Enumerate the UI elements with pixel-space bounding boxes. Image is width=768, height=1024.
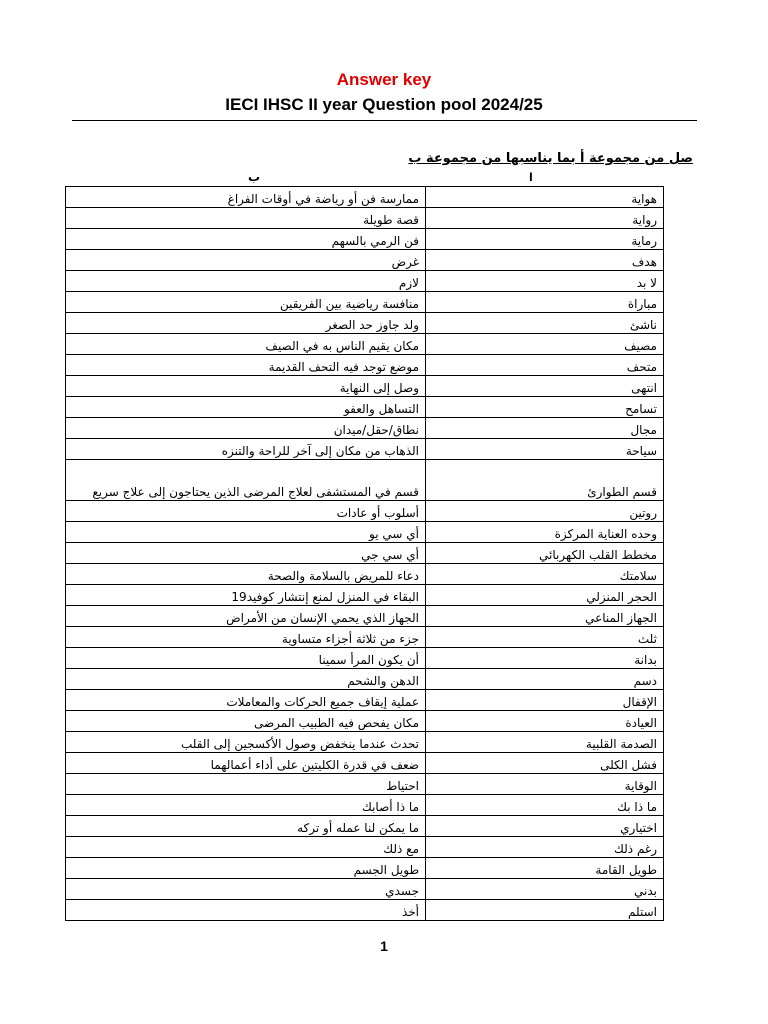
word-cell: لا بد: [426, 271, 664, 292]
definition-cell: موضع توجد فيه التحف القديمة: [66, 355, 426, 376]
table-row: [66, 418, 664, 439]
word-cell: دسم: [426, 669, 664, 690]
word-cell: سياحة: [426, 439, 664, 460]
word-cell: هدف: [426, 250, 664, 271]
table-row: [66, 564, 664, 585]
word-cell: فشل الكلى: [426, 753, 664, 774]
table-row: [66, 501, 664, 522]
definition-cell: احتياط: [66, 774, 426, 795]
word-cell: مخطط القلب الكهربائي: [426, 543, 664, 564]
definition-cell: مكان يقيم الناس به في الصيف: [66, 334, 426, 355]
table-row: [66, 229, 664, 250]
word-cell: مجال: [426, 418, 664, 439]
table-row: [66, 627, 664, 648]
definition-cell: أخذ: [66, 900, 426, 921]
header-divider: [72, 120, 697, 121]
definition-cell: أن يكون المرأ سمينا: [66, 648, 426, 669]
word-cell: الجهاز المناعي: [426, 606, 664, 627]
table-row: [66, 900, 664, 921]
table-row: [66, 313, 664, 334]
table-row: [66, 774, 664, 795]
answer-key-title: Answer key: [336, 70, 432, 89]
definition-cell: منافسة رياضية بين الفريقين: [66, 292, 426, 313]
word-cell: العيادة: [426, 711, 664, 732]
word-cell: اختياري: [426, 816, 664, 837]
table-row: [66, 543, 664, 564]
word-cell: مصيف: [426, 334, 664, 355]
column-a-label: ا: [529, 171, 533, 184]
table-row: [66, 522, 664, 543]
table-row: [66, 355, 664, 376]
table-row: [66, 208, 664, 229]
definition-cell: جسدي: [66, 879, 426, 900]
word-cell: مباراة: [426, 292, 664, 313]
word-cell: تسامح: [426, 397, 664, 418]
table-row: [66, 648, 664, 669]
word-cell: بدني: [426, 879, 664, 900]
definition-cell: الذهاب من مكان إلى آخر للراحة والتنزه: [66, 439, 426, 460]
word-cell: الصدمة القلبية: [426, 732, 664, 753]
table-row: [66, 753, 664, 774]
definition-cell: دعاء للمريض بالسلامة والصحة: [66, 564, 426, 585]
word-cell: الحجر المنزلي: [426, 585, 664, 606]
definition-cell: التساهل والعفو: [66, 397, 426, 418]
table-row: [66, 858, 664, 879]
word-cell: ثلث: [426, 627, 664, 648]
table-row: [66, 334, 664, 355]
word-cell: الوقاية: [426, 774, 664, 795]
definition-cell: مع ذلك: [66, 837, 426, 858]
table-row: [66, 376, 664, 397]
definition-cell: عملية إيقاف جميع الحركات والمعاملات: [66, 690, 426, 711]
table-row: [66, 271, 664, 292]
table-row: [66, 397, 664, 418]
definition-cell: الدهن والشحم: [66, 669, 426, 690]
definition-cell: وصل إلى النهاية: [66, 376, 426, 397]
word-cell: هواية: [426, 187, 664, 208]
definition-cell: طويل الجسم: [66, 858, 426, 879]
definition-cell: نطاق/حقل/ميدان: [66, 418, 426, 439]
word-cell: رواية: [426, 208, 664, 229]
definition-cell: البقاء في المنزل لمنع إنتشار كوفيد19: [66, 585, 426, 606]
word-cell: روتين: [426, 501, 664, 522]
table-row: [66, 606, 664, 627]
table-row: [66, 711, 664, 732]
definition-cell: ما ذا أصابك: [66, 795, 426, 816]
table-row: [66, 879, 664, 900]
word-cell: متحف: [426, 355, 664, 376]
definition-cell: مكان يفحص فيه الطبيب المرضى: [66, 711, 426, 732]
column-b-label: ب: [248, 170, 261, 184]
table-row: [66, 187, 664, 208]
word-cell: استلم: [426, 900, 664, 921]
table-row: [66, 795, 664, 816]
definition-cell: ولد جاوز حد الصغر: [66, 313, 426, 334]
word-cell: طويل القامة: [426, 858, 664, 879]
definition-cell: غرض: [66, 250, 426, 271]
table-row: [66, 585, 664, 606]
table-row: [66, 292, 664, 313]
word-cell: وحده العناية المركزة: [426, 522, 664, 543]
definition-cell: ضعف في قدرة الكليتين على أداء أعمالهما: [66, 753, 426, 774]
table-row: [66, 250, 664, 271]
definition-cell: ما يمكن لنا عمله أو تركه: [66, 816, 426, 837]
word-cell: سلامتك: [426, 564, 664, 585]
definition-cell: جزء من ثلاثة أجزاء متساوية: [66, 627, 426, 648]
table-row: [66, 732, 664, 753]
definition-cell: أسلوب أو عادات: [66, 501, 426, 522]
table-row: [66, 439, 664, 460]
definition-cell: قسم في المستشفى لعلاج المرضى الذين يحتاجون إلى علاج سريع: [66, 460, 426, 501]
matching-table: [65, 186, 664, 921]
definition-cell: فن الرمي بالسهم: [66, 229, 426, 250]
definition-cell: الجهاز الذي يحمي الإنسان من الأمراض: [66, 606, 426, 627]
definition-cell: أي سي يو: [66, 522, 426, 543]
word-cell: قسم الطوارئ: [426, 460, 664, 501]
definition-cell: تحدث عندما ينخفض وصول الأكسجين إلى القلب: [66, 732, 426, 753]
table-row: [66, 669, 664, 690]
definition-cell: لازم: [66, 271, 426, 292]
word-cell: بدانة: [426, 648, 664, 669]
word-cell: انتهى: [426, 376, 664, 397]
exercise-instruction: صل من مجموعة أ بما يناسبها من مجموعة ب: [408, 151, 693, 166]
table-row: [66, 816, 664, 837]
table-row: [66, 690, 664, 711]
word-cell: ناشئ: [426, 313, 664, 334]
definition-cell: أي سي جي: [66, 543, 426, 564]
word-cell: ما ذا بك: [426, 795, 664, 816]
question-pool-title: IECI IHSC II year Question pool 2024/25: [225, 95, 543, 114]
word-cell: الإقفال: [426, 690, 664, 711]
table-row: [66, 460, 664, 501]
page-number: 1: [380, 938, 388, 954]
word-cell: رغم ذلك: [426, 837, 664, 858]
word-cell: رماية: [426, 229, 664, 250]
definition-cell: قصة طويلة: [66, 208, 426, 229]
table-row: [66, 837, 664, 858]
definition-cell: ممارسة فن أو رياضة في أوقات الفراغ: [66, 187, 426, 208]
